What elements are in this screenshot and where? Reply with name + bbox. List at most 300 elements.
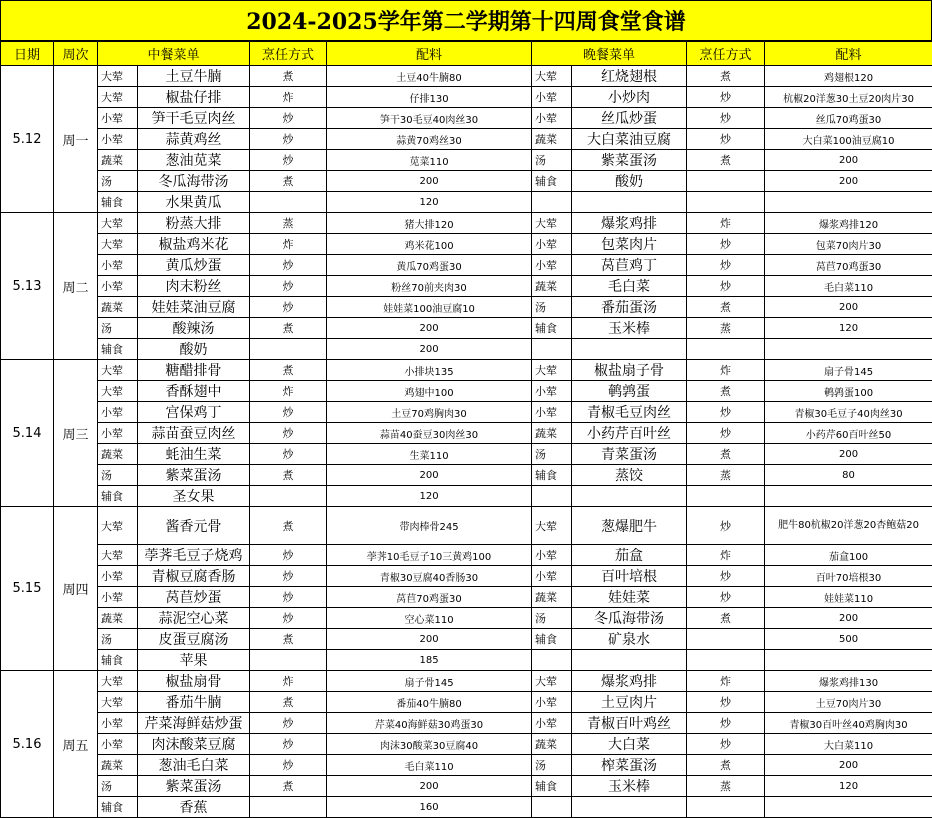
dinner-method: 炒	[687, 423, 765, 444]
dinner-ingredients: 120	[765, 776, 932, 797]
lunch-dish: 椒盐仔排	[138, 87, 250, 108]
lunch-method: 炒	[250, 423, 327, 444]
header-dinner-menu: 晚餐菜单	[532, 42, 687, 66]
dinner-ingredients: 500	[765, 629, 932, 650]
dinner-ingredients: 土豆70肉片30	[765, 692, 932, 713]
dinner-ingredients: 大白菜110	[765, 734, 932, 755]
dinner-method: 炸	[687, 545, 765, 566]
header-row	[1, 42, 932, 66]
header-dinner-ingredients: 配料	[765, 42, 932, 66]
dinner-method: 炒	[687, 507, 765, 545]
table-row	[1, 234, 932, 255]
dinner-method: 炒	[687, 108, 765, 129]
lunch-ingredients: 120	[327, 486, 532, 507]
lunch-ingredients: 笋干30毛豆40肉丝30	[327, 108, 532, 129]
header-week: 周次	[54, 42, 98, 66]
dinner-method: 炒	[687, 566, 765, 587]
dinner-ingredients: 肥牛80杭椒20洋葱20杏鲍菇20	[765, 507, 932, 545]
lunch-dish: 番茄牛腩	[138, 692, 250, 713]
table-row	[1, 297, 932, 318]
lunch-category: 小荤	[98, 276, 138, 297]
lunch-dish: 紫菜蛋汤	[138, 776, 250, 797]
table-row	[1, 213, 932, 234]
dinner-dish: 娃娃菜	[572, 587, 687, 608]
lunch-category: 蔬菜	[98, 755, 138, 776]
dinner-ingredients: 娃娃菜110	[765, 587, 932, 608]
dinner-dish: 蒸饺	[572, 465, 687, 486]
dinner-method: 煮	[687, 755, 765, 776]
table-row	[1, 339, 932, 360]
lunch-dish: 香蕉	[138, 797, 250, 818]
lunch-dish: 蒜泥空心菜	[138, 608, 250, 629]
lunch-dish: 莴苣炒蛋	[138, 587, 250, 608]
dinner-category: 辅食	[532, 171, 572, 192]
table-row	[1, 444, 932, 465]
table-row	[1, 486, 932, 507]
table-row	[1, 587, 932, 608]
lunch-ingredients: 鸡翅中100	[327, 381, 532, 402]
lunch-method: 炒	[250, 734, 327, 755]
dinner-dish: 土豆肉片	[572, 692, 687, 713]
lunch-category: 小荤	[98, 713, 138, 734]
header-lunch-method: 烹任方式	[250, 42, 327, 66]
lunch-ingredients: 鸡米花100	[327, 234, 532, 255]
menu-body	[1, 66, 932, 818]
lunch-dish: 肉末粉丝	[138, 276, 250, 297]
table-row	[1, 776, 932, 797]
dinner-method	[687, 339, 765, 360]
lunch-category: 小荤	[98, 423, 138, 444]
dinner-dish: 爆浆鸡排	[572, 213, 687, 234]
dinner-ingredients: 爆浆鸡排130	[765, 671, 932, 692]
lunch-category: 大荤	[98, 66, 138, 87]
dinner-dish: 大白菜	[572, 734, 687, 755]
lunch-dish: 椒盐扇骨	[138, 671, 250, 692]
lunch-dish: 宫保鸡丁	[138, 402, 250, 423]
lunch-ingredients: 毛白菜110	[327, 755, 532, 776]
lunch-category: 大荤	[98, 360, 138, 381]
lunch-dish: 蒜苗蚕豆肉丝	[138, 423, 250, 444]
lunch-ingredients: 带肉棒骨245	[327, 507, 532, 545]
dinner-category: 小荤	[532, 692, 572, 713]
table-row	[1, 381, 932, 402]
dinner-category: 小荤	[532, 545, 572, 566]
lunch-dish: 芹菜海鲜菇炒蛋	[138, 713, 250, 734]
dinner-dish	[572, 797, 687, 818]
dinner-category: 小荤	[532, 87, 572, 108]
dinner-method: 煮	[687, 150, 765, 171]
lunch-ingredients: 土豆70鸡胸肉30	[327, 402, 532, 423]
day-weekday: 周三	[54, 360, 98, 507]
dinner-dish: 玉米棒	[572, 776, 687, 797]
dinner-method	[687, 797, 765, 818]
lunch-ingredients: 黄瓜70鸡蛋30	[327, 255, 532, 276]
dinner-ingredients: 大白菜100油豆腐10	[765, 129, 932, 150]
lunch-method: 炒	[250, 713, 327, 734]
dinner-category: 辅食	[532, 465, 572, 486]
lunch-method: 蒸	[250, 213, 327, 234]
dinner-ingredients: 爆浆鸡排120	[765, 213, 932, 234]
lunch-category: 大荤	[98, 692, 138, 713]
dinner-category: 蔬菜	[532, 129, 572, 150]
dinner-dish: 椒盐扇子骨	[572, 360, 687, 381]
dinner-dish: 葱爆肥牛	[572, 507, 687, 545]
lunch-method: 煮	[250, 66, 327, 87]
dinner-method	[687, 486, 765, 507]
lunch-category: 辅食	[98, 339, 138, 360]
table-row	[1, 566, 932, 587]
dinner-ingredients: 青椒30毛豆子40肉丝30	[765, 402, 932, 423]
lunch-dish: 酱香元骨	[138, 507, 250, 545]
table-row	[1, 255, 932, 276]
lunch-method: 炒	[250, 608, 327, 629]
table-row	[1, 150, 932, 171]
lunch-dish: 娃娃菜油豆腐	[138, 297, 250, 318]
lunch-ingredients: 生菜110	[327, 444, 532, 465]
lunch-category: 大荤	[98, 213, 138, 234]
lunch-category: 汤	[98, 465, 138, 486]
lunch-category: 辅食	[98, 650, 138, 671]
dinner-category: 辅食	[532, 776, 572, 797]
lunch-method: 煮	[250, 776, 327, 797]
lunch-ingredients: 娃娃菜100油豆腐10	[327, 297, 532, 318]
lunch-category: 大荤	[98, 545, 138, 566]
lunch-dish: 笋干毛豆肉丝	[138, 108, 250, 129]
lunch-dish: 圣女果	[138, 486, 250, 507]
lunch-ingredients: 肉沫30酸菜30豆腐40	[327, 734, 532, 755]
dinner-method	[687, 650, 765, 671]
dinner-category: 蔬菜	[532, 734, 572, 755]
lunch-dish: 葱油毛白菜	[138, 755, 250, 776]
menu-table	[0, 41, 932, 818]
lunch-dish: 黄瓜炒蛋	[138, 255, 250, 276]
dinner-method: 炒	[687, 692, 765, 713]
lunch-ingredients: 仔排130	[327, 87, 532, 108]
lunch-method: 炒	[250, 150, 327, 171]
dinner-ingredients: 茄盒100	[765, 545, 932, 566]
table-row	[1, 318, 932, 339]
lunch-method: 炸	[250, 234, 327, 255]
lunch-category: 小荤	[98, 734, 138, 755]
dinner-ingredients: 200	[765, 171, 932, 192]
lunch-method	[250, 650, 327, 671]
lunch-dish: 椒盐鸡米花	[138, 234, 250, 255]
lunch-ingredients: 200	[327, 465, 532, 486]
dinner-method: 炒	[687, 234, 765, 255]
lunch-ingredients: 160	[327, 797, 532, 818]
dinner-dish: 爆浆鸡排	[572, 671, 687, 692]
lunch-ingredients: 200	[327, 171, 532, 192]
header-lunch-ingredients: 配料	[327, 42, 532, 66]
lunch-method: 煮	[250, 692, 327, 713]
dinner-category: 小荤	[532, 713, 572, 734]
lunch-category: 小荤	[98, 129, 138, 150]
lunch-ingredients: 番茄40牛腩80	[327, 692, 532, 713]
lunch-method: 炒	[250, 255, 327, 276]
lunch-category: 大荤	[98, 381, 138, 402]
lunch-method: 炒	[250, 129, 327, 150]
lunch-category: 蔬菜	[98, 150, 138, 171]
dinner-method: 炸	[687, 213, 765, 234]
dinner-dish: 大白菜油豆腐	[572, 129, 687, 150]
table-row	[1, 192, 932, 213]
lunch-method	[250, 797, 327, 818]
dinner-method: 炒	[687, 276, 765, 297]
lunch-method: 炒	[250, 297, 327, 318]
day-date: 5.16	[1, 671, 54, 818]
day-weekday: 周四	[54, 507, 98, 671]
table-row	[1, 507, 932, 545]
lunch-ingredients: 粉丝70前夹肉30	[327, 276, 532, 297]
lunch-category: 汤	[98, 776, 138, 797]
lunch-ingredients: 蒜黄70鸡丝30	[327, 129, 532, 150]
dinner-method: 炒	[687, 129, 765, 150]
lunch-method	[250, 339, 327, 360]
lunch-method: 煮	[250, 318, 327, 339]
dinner-dish: 榨菜蛋汤	[572, 755, 687, 776]
dinner-category	[532, 192, 572, 213]
lunch-dish: 青椒豆腐香肠	[138, 566, 250, 587]
lunch-category: 小荤	[98, 566, 138, 587]
dinner-method	[687, 192, 765, 213]
day-date: 5.15	[1, 507, 54, 671]
dinner-dish: 玉米棒	[572, 318, 687, 339]
dinner-method: 煮	[687, 66, 765, 87]
lunch-method: 炒	[250, 444, 327, 465]
table-row	[1, 608, 932, 629]
page-title: 2024-2025学年第二学期第十四周食堂食谱	[0, 0, 932, 41]
dinner-ingredients: 莴苣70鸡蛋30	[765, 255, 932, 276]
dinner-ingredients: 80	[765, 465, 932, 486]
table-row	[1, 755, 932, 776]
dinner-dish: 番茄蛋汤	[572, 297, 687, 318]
dinner-ingredients: 包菜70肉片30	[765, 234, 932, 255]
lunch-dish: 荸荠毛豆子烧鸡	[138, 545, 250, 566]
lunch-method: 炒	[250, 108, 327, 129]
table-row	[1, 465, 932, 486]
dinner-category	[532, 797, 572, 818]
table-row	[1, 360, 932, 381]
lunch-category: 汤	[98, 629, 138, 650]
dinner-method: 煮	[687, 381, 765, 402]
lunch-ingredients: 荸荠10毛豆子10三黄鸡100	[327, 545, 532, 566]
dinner-dish: 青椒毛豆肉丝	[572, 402, 687, 423]
table-row	[1, 797, 932, 818]
dinner-category: 小荤	[532, 234, 572, 255]
dinner-category: 汤	[532, 444, 572, 465]
table-row	[1, 66, 932, 87]
dinner-category: 大荤	[532, 360, 572, 381]
day-date: 5.12	[1, 66, 54, 213]
table-row	[1, 692, 932, 713]
dinner-method: 炒	[687, 255, 765, 276]
lunch-category: 蔬菜	[98, 608, 138, 629]
lunch-method: 煮	[250, 507, 327, 545]
dinner-dish: 酸奶	[572, 171, 687, 192]
dinner-method: 炒	[687, 402, 765, 423]
dinner-ingredients: 小药芹60百叶丝50	[765, 423, 932, 444]
table-row	[1, 87, 932, 108]
dinner-category: 蔬菜	[532, 276, 572, 297]
lunch-category: 辅食	[98, 192, 138, 213]
dinner-method: 煮	[687, 444, 765, 465]
dinner-ingredients: 青椒30百叶丝40鸡胸肉30	[765, 713, 932, 734]
dinner-dish: 紫菜蛋汤	[572, 150, 687, 171]
lunch-ingredients: 185	[327, 650, 532, 671]
table-row	[1, 734, 932, 755]
dinner-dish: 青菜蛋汤	[572, 444, 687, 465]
lunch-dish: 土豆牛腩	[138, 66, 250, 87]
lunch-dish: 冬瓜海带汤	[138, 171, 250, 192]
day-date: 5.13	[1, 213, 54, 360]
dinner-ingredients	[765, 650, 932, 671]
dinner-dish	[572, 192, 687, 213]
dinner-category: 辅食	[532, 629, 572, 650]
lunch-dish: 糖醋排骨	[138, 360, 250, 381]
lunch-ingredients: 空心菜110	[327, 608, 532, 629]
dinner-dish: 矿泉水	[572, 629, 687, 650]
dinner-ingredients: 120	[765, 318, 932, 339]
lunch-ingredients: 苋菜110	[327, 150, 532, 171]
dinner-method: 蒸	[687, 465, 765, 486]
lunch-method: 炸	[250, 381, 327, 402]
dinner-dish: 丝瓜炒蛋	[572, 108, 687, 129]
dinner-category: 汤	[532, 297, 572, 318]
dinner-category: 小荤	[532, 381, 572, 402]
dinner-ingredients	[765, 339, 932, 360]
header-date: 日期	[1, 42, 54, 66]
lunch-method: 炒	[250, 566, 327, 587]
lunch-method	[250, 486, 327, 507]
dinner-ingredients: 200	[765, 444, 932, 465]
dinner-dish	[572, 650, 687, 671]
dinner-method: 蒸	[687, 318, 765, 339]
lunch-ingredients: 芹菜40海鲜菇30鸡蛋30	[327, 713, 532, 734]
lunch-method: 煮	[250, 360, 327, 381]
table-row	[1, 423, 932, 444]
lunch-category: 小荤	[98, 587, 138, 608]
lunch-method: 炒	[250, 755, 327, 776]
lunch-dish: 酸奶	[138, 339, 250, 360]
dinner-ingredients: 丝瓜70鸡蛋30	[765, 108, 932, 129]
dinner-ingredients: 杭椒20洋葱30土豆20肉片30	[765, 87, 932, 108]
dinner-method: 炸	[687, 671, 765, 692]
lunch-ingredients: 扇子骨145	[327, 671, 532, 692]
lunch-category: 小荤	[98, 255, 138, 276]
dinner-ingredients: 鹌鹑蛋100	[765, 381, 932, 402]
lunch-method: 煮	[250, 465, 327, 486]
table-row	[1, 545, 932, 566]
lunch-method: 炸	[250, 87, 327, 108]
dinner-method	[687, 629, 765, 650]
table-row	[1, 629, 932, 650]
dinner-category	[532, 650, 572, 671]
lunch-dish: 蒜黄鸡丝	[138, 129, 250, 150]
lunch-dish: 紫菜蛋汤	[138, 465, 250, 486]
dinner-category: 大荤	[532, 507, 572, 545]
lunch-category: 蔬菜	[98, 297, 138, 318]
lunch-ingredients: 蒜苗40蚕豆30肉丝30	[327, 423, 532, 444]
dinner-dish	[572, 339, 687, 360]
dinner-ingredients	[765, 486, 932, 507]
dinner-dish: 百叶培根	[572, 566, 687, 587]
lunch-method: 煮	[250, 629, 327, 650]
dinner-method: 炒	[687, 87, 765, 108]
table-row	[1, 171, 932, 192]
dinner-dish: 冬瓜海带汤	[572, 608, 687, 629]
dinner-category	[532, 339, 572, 360]
dinner-dish: 包菜肉片	[572, 234, 687, 255]
header-dinner-method: 烹任方式	[687, 42, 765, 66]
dinner-category: 汤	[532, 755, 572, 776]
dinner-method: 煮	[687, 297, 765, 318]
dinner-ingredients: 鸡翅根120	[765, 66, 932, 87]
table-row	[1, 129, 932, 150]
lunch-category: 辅食	[98, 797, 138, 818]
table-row	[1, 671, 932, 692]
lunch-ingredients: 莴苣70鸡蛋30	[327, 587, 532, 608]
lunch-method: 炒	[250, 276, 327, 297]
dinner-method	[687, 171, 765, 192]
lunch-method: 煮	[250, 171, 327, 192]
lunch-method: 炒	[250, 402, 327, 423]
lunch-ingredients: 青椒30豆腐40香肠30	[327, 566, 532, 587]
lunch-ingredients: 120	[327, 192, 532, 213]
dinner-category: 蔬菜	[532, 587, 572, 608]
dinner-method: 煮	[687, 608, 765, 629]
dinner-category: 小荤	[532, 402, 572, 423]
lunch-category: 辅食	[98, 486, 138, 507]
header-lunch-menu: 中餐菜单	[98, 42, 250, 66]
lunch-method: 炒	[250, 545, 327, 566]
dinner-dish: 红烧翅根	[572, 66, 687, 87]
dinner-method: 炒	[687, 734, 765, 755]
lunch-dish: 肉沫酸菜豆腐	[138, 734, 250, 755]
dinner-dish: 青椒百叶鸡丝	[572, 713, 687, 734]
dinner-method: 蒸	[687, 776, 765, 797]
lunch-ingredients: 土豆40牛腩80	[327, 66, 532, 87]
lunch-category: 小荤	[98, 402, 138, 423]
dinner-ingredients: 200	[765, 608, 932, 629]
lunch-ingredients: 200	[327, 776, 532, 797]
table-row	[1, 402, 932, 423]
lunch-category: 大荤	[98, 234, 138, 255]
lunch-category: 汤	[98, 318, 138, 339]
dinner-ingredients: 毛白菜110	[765, 276, 932, 297]
lunch-category: 汤	[98, 171, 138, 192]
dinner-dish: 小炒肉	[572, 87, 687, 108]
lunch-dish: 葱油苋菜	[138, 150, 250, 171]
dinner-category: 小荤	[532, 566, 572, 587]
lunch-category: 大荤	[98, 671, 138, 692]
dinner-ingredients: 200	[765, 297, 932, 318]
dinner-method: 炒	[687, 587, 765, 608]
table-row	[1, 108, 932, 129]
dinner-method: 炸	[687, 360, 765, 381]
dinner-ingredients: 百叶70培根30	[765, 566, 932, 587]
dinner-ingredients: 200	[765, 755, 932, 776]
dinner-category: 大荤	[532, 213, 572, 234]
dinner-dish: 毛白菜	[572, 276, 687, 297]
lunch-dish: 皮蛋豆腐汤	[138, 629, 250, 650]
lunch-category: 小荤	[98, 108, 138, 129]
dinner-ingredients	[765, 797, 932, 818]
lunch-category: 蔬菜	[98, 444, 138, 465]
table-row	[1, 713, 932, 734]
lunch-ingredients: 猪大排120	[327, 213, 532, 234]
dinner-category: 辅食	[532, 318, 572, 339]
dinner-dish: 鹌鹑蛋	[572, 381, 687, 402]
